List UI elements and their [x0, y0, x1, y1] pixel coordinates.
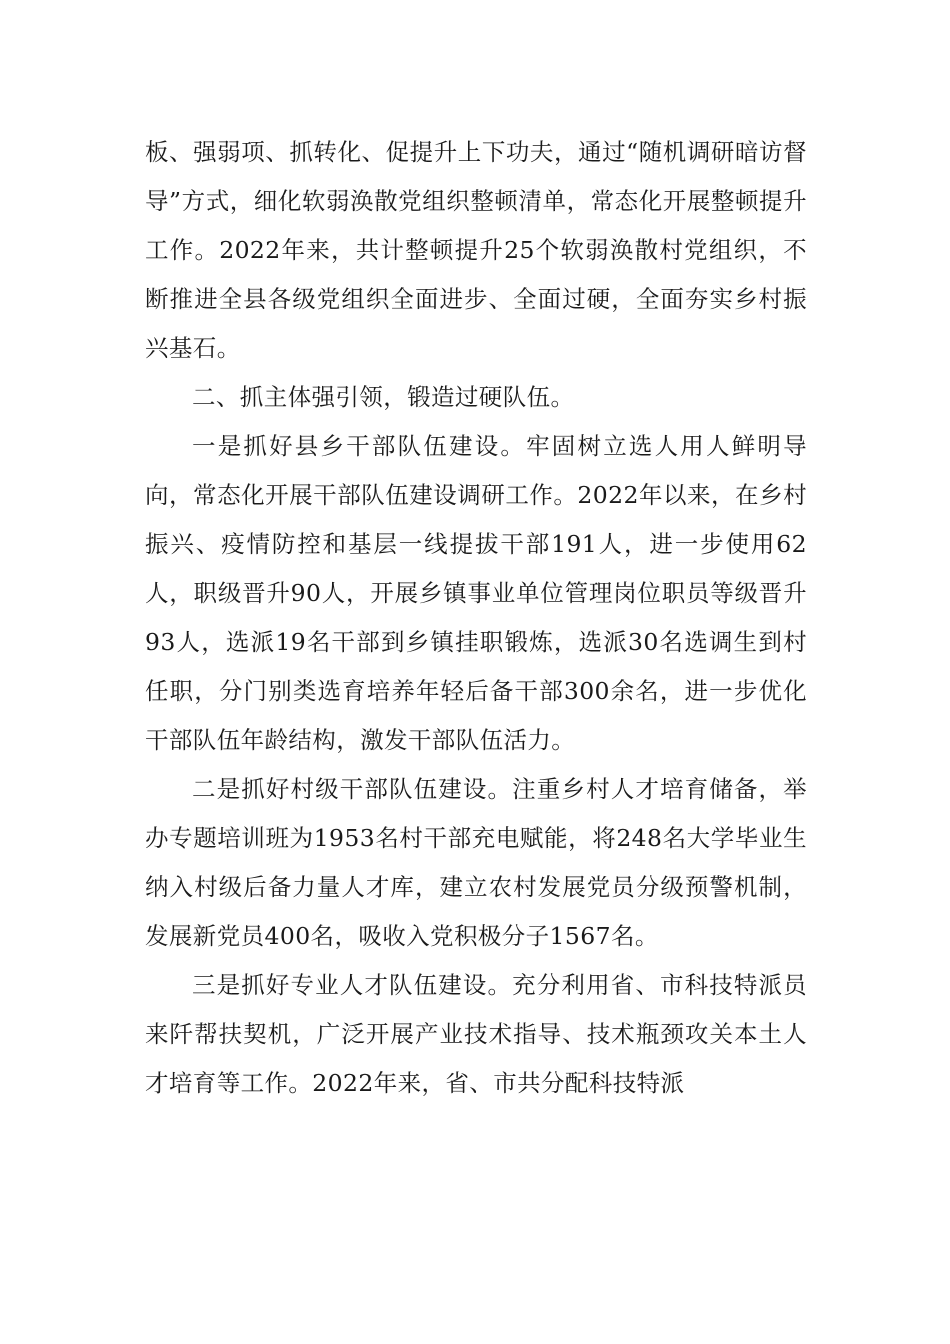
paragraph-county-cadres: 一是抓好县乡干部队伍建设。牢固树立选人用人鲜明导向，常态化开展干部队伍建设调研工作。2022年以来，在乡村振兴、疫情防控和基层一线提拔干部191人，进一步使用62人，职级晋升90人，开展乡镇事业单位管理岗位职员等级晋升93人，选派19名干部到乡镇挂职锻炼，选派30名选调生到村任职，分门别类选育培养年轻后备干部300余名，进一步优化干部队伍年龄结构，激发干部队伍活力。 — [145, 432, 807, 754]
paragraph-continuation: 板、强弱项、抓转化、促提升上下功夫，通过“随机调研暗访督导”方式，细化软弱涣散党组织整顿清单，常态化开展整顿提升工作。2022年来，共计整顿提升25个软弱涣散村党组织，不断推进全县各级党组织全面进步、全面过硬，全面夯实乡村振兴基石。 — [145, 138, 807, 362]
section-heading: 二、抓主体强引领，锻造过硬队伍。 — [192, 383, 575, 411]
paragraph-professional-talent: 三是抓好专业人才队伍建设。充分利用省、市科技特派员来阡帮扶契机，广泛开展产业技术指导、技术瓶颈攻关本土人才培育等工作。2022年来，省、市共分配科技特派 — [145, 971, 807, 1097]
paragraph-village-cadres: 二是抓好村级干部队伍建设。注重乡村人才培育储备，举办专题培训班为1953名村干部充电赋能，将248名大学毕业生纳入村级后备力量人才库，建立农村发展党员分级预警机制，发展新党员400名，吸收入党积极分子1567名。 — [145, 775, 807, 950]
document-body — [145, 128, 807, 1108]
